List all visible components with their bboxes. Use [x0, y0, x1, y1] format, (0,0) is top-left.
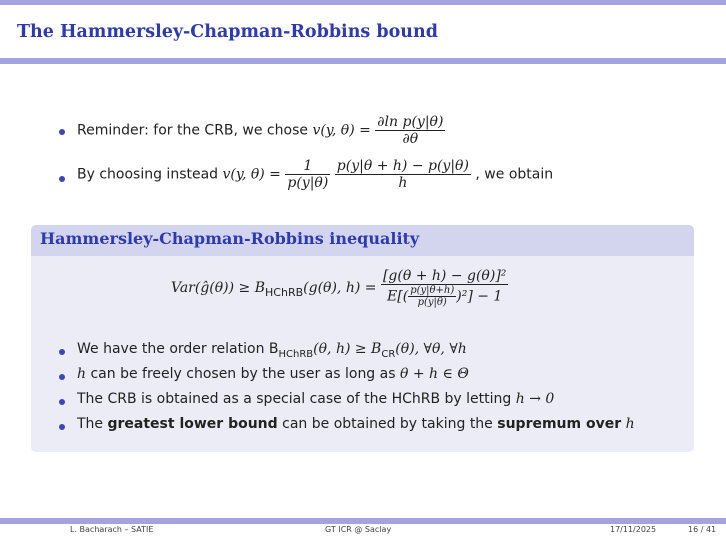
- block-item-crb-special-case: [77, 391, 554, 407]
- item-math: h: [77, 366, 87, 382]
- item-text: can be freely chosen by the user as long as: [86, 366, 400, 382]
- block-item-h-choice: [77, 366, 469, 382]
- footer-page-number: 16 / 41: [688, 525, 717, 534]
- item-bold-text: supremum over: [497, 416, 622, 432]
- item-subscript: CR: [381, 348, 396, 360]
- score-denominator: ∂θ: [375, 130, 445, 147]
- bullet-choosing: [77, 158, 553, 191]
- footer-band-center: [242, 518, 484, 524]
- item-bold-text: greatest lower bound: [107, 416, 278, 432]
- fraction-numerator: 1: [303, 158, 313, 174]
- ratio-numerator: p(y|θ+h): [410, 285, 455, 296]
- fraction-denominator: p(y|θ): [287, 175, 329, 191]
- fraction-numerator: p(y|θ + h) − p(y|θ): [336, 158, 469, 174]
- hchrb-fraction: [381, 268, 508, 308]
- inverse-likelihood-fraction: [285, 158, 330, 191]
- item-text: The: [77, 416, 108, 432]
- v-function-lhs: v(y, θ) =: [222, 166, 281, 183]
- equation-lhs: Var(ĝ(θ)) ≥ B: [171, 280, 266, 296]
- score-fraction: [375, 114, 445, 147]
- bullet-marker: [59, 176, 65, 182]
- item-text: can be obtained by taking the: [277, 416, 498, 432]
- score-numerator: ∂ln p(y|θ): [377, 114, 444, 130]
- denominator-prefix: E[(: [387, 288, 409, 305]
- item-math: (θ), ∀θ, ∀h: [395, 341, 467, 357]
- title-underline: [0, 58, 726, 64]
- item-math: θ + h ∈ Θ: [399, 366, 469, 382]
- footer-band-left: [0, 518, 242, 524]
- hchrb-denominator: [381, 284, 508, 308]
- hchrb-numerator: [g(θ + h) − g(θ)]²: [382, 268, 507, 284]
- footer-event: GT ICR @ Saclay: [325, 525, 392, 534]
- item-subscript: HChRB: [278, 348, 314, 360]
- fraction-denominator: h: [335, 174, 471, 191]
- bullet-text: By choosing instead: [77, 166, 219, 183]
- denominator-suffix: )²] − 1: [456, 288, 503, 305]
- item-math: h → 0: [515, 391, 555, 407]
- item-math: h: [621, 416, 635, 432]
- slide-title: The Hammersley-Chapman-Robbins bound: [17, 22, 438, 42]
- bullet-marker: [59, 399, 65, 405]
- footer-date: 17/11/2025: [610, 525, 657, 534]
- block-item-greatest-bound: [77, 416, 635, 432]
- bullet-marker: [59, 374, 65, 380]
- ratio-denominator: p(y|θ): [408, 296, 456, 308]
- footer-band-right: [484, 518, 726, 524]
- block-item-order-relation: [77, 341, 467, 360]
- difference-quotient-fraction: [335, 158, 471, 191]
- bullet-reminder: [77, 114, 445, 147]
- theorem-block: [31, 225, 694, 452]
- footer: [0, 518, 726, 544]
- bullet-text: Reminder: for the CRB, we chose: [77, 122, 308, 139]
- equation-subscript: HChRB: [265, 285, 304, 299]
- block-title: Hammersley-Chapman-Robbins inequality: [40, 229, 420, 248]
- bullet-marker: [59, 129, 65, 135]
- item-text: The CRB is obtained as a special case of the HChRB by letting: [77, 391, 516, 407]
- equation-args: (g(θ), h) =: [303, 280, 377, 296]
- bullet-tail: , we obtain: [475, 166, 554, 183]
- bullet-marker: [59, 424, 65, 430]
- likelihood-ratio: [408, 285, 456, 308]
- bullet-marker: [59, 349, 65, 355]
- item-text: We have the order relation B: [77, 341, 279, 357]
- item-math: (θ, h) ≥ B: [313, 341, 382, 357]
- footer-author: L. Bacharach – SATIE: [70, 525, 154, 534]
- v-function-lhs: v(y, θ) =: [312, 122, 371, 139]
- hchrb-equation: [171, 268, 508, 308]
